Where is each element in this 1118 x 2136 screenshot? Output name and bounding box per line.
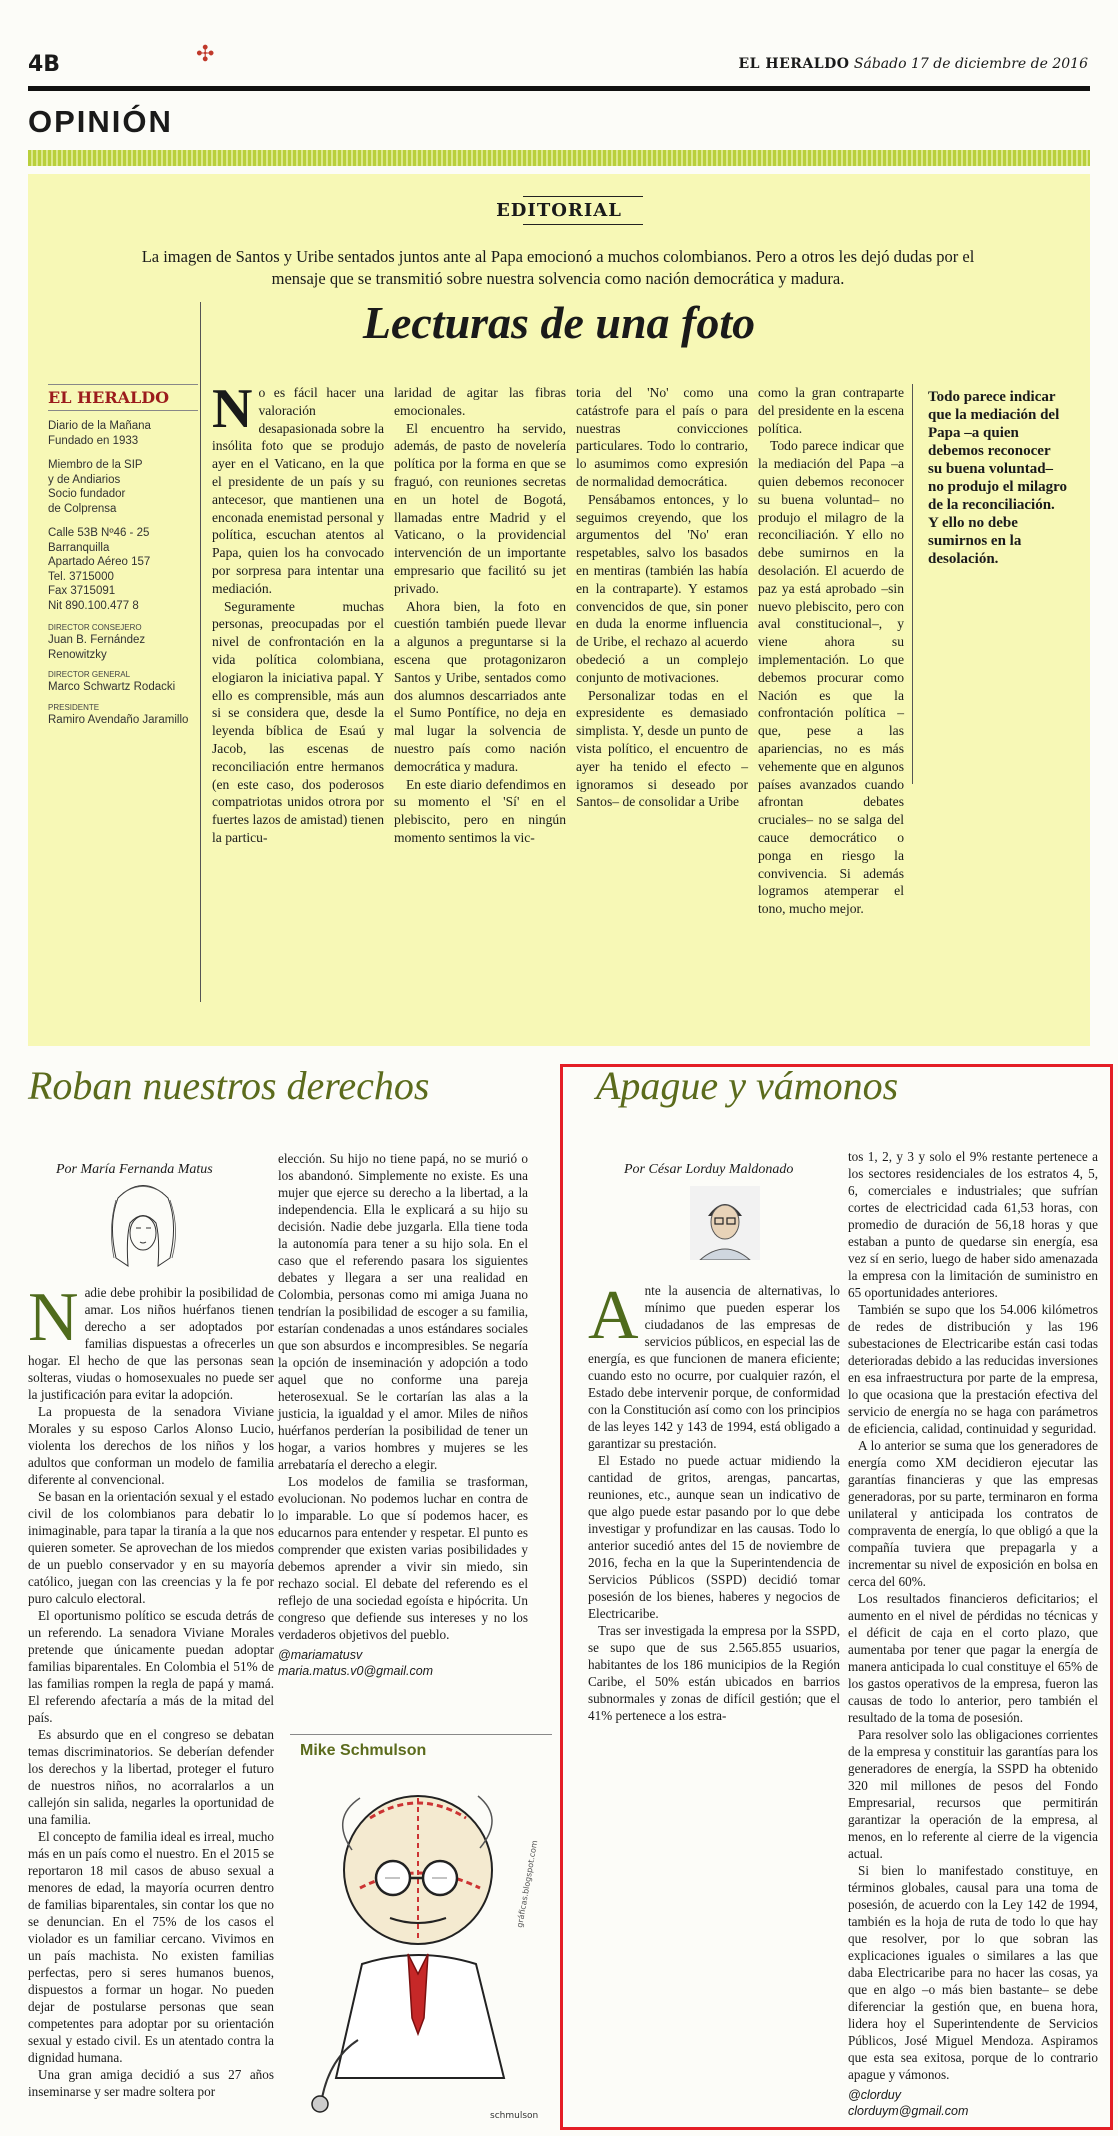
author-photo-icon [690, 1186, 760, 1260]
paragraph: laridad de agitar las fibras emocionales. [394, 385, 566, 418]
section-title: OPINIÓN [28, 104, 173, 139]
left-article-byline: Por María Fernanda Matus [56, 1162, 213, 1177]
column-divider [912, 384, 913, 784]
author-handle[interactable]: @mariamatusv [278, 1648, 363, 1662]
column-divider [200, 302, 201, 1002]
paragraph: Pensábamos entonces, y lo seguimos creyendo, que los argumentos del 'No' eran respetables, salvo los basados en mentiras (también las había en la contraparte). Y estamos convencidos de que, sin poner en duda la enorme influencia de Uribe, el rechazo al acuerdo obedeció a un complejo conjunto de motivaciones. [576, 491, 748, 685]
paragraph: La propuesta de la senadora Viviane Morales y su esposo Carlos Alonso Lucio, violenta los derechos de los niños y los adultos que conforman un modelo de familia diferente al convencional. [28, 1404, 274, 1487]
sidebar-memberships: Miembro de la SIP y de Andiarios Socio fundador de Colprensa [48, 459, 143, 515]
author-handle[interactable]: @clorduy [848, 2088, 901, 2102]
paragraph: Ahora bien, la foto en cuestión también puede llevar a algunos a preguntarse si la escena que protagonizaron Santos y Uribe, sentados como dos alumnos descarriados ante el Sumo Pontífice, no deja en mal lugar la solvencia de nuestro país como nación democrática y madura. [394, 598, 566, 774]
kicker-rule-top [523, 196, 643, 197]
editorial-column-1 [212, 378, 384, 847]
sidebar-address: Calle 53B Nº46 - 25 Barranquilla Apartado Aéreo 157 Tel. 3715000 Fax 3715091 Nit 890.100.477 8 [48, 527, 151, 612]
page-number: 4B [28, 52, 61, 77]
paragraph [28, 1279, 274, 1403]
editorial-deck: La imagen de Santos y Uribe sentados juntos ante al Papa emocionó a muchos colombianos. Pero a otros les dejó dudas por el mensaje que se transmitió sobre nuestra solvencia como nación democrática y madura. [141, 247, 975, 288]
paragraph: Una gran amiga decidió a sus 27 años inseminarse y ser madre soltera por [28, 2067, 274, 2099]
editorial-kicker: EDITORIAL [496, 200, 622, 221]
paragraph: También se supo que los 54.006 kilómetros de redes de distribución y las 196 subestaciones de Electricaribe están casi todas deterioradas debido a las reducidas inversiones en esa infraestructura por parte de la empresa, lo que ocasiona que la prestación efectiva del servicio de energía no se haga con parámetros de eficiencia, calidad, continuidad y seguridad. [848, 1302, 1098, 1436]
left-article-column-2 [278, 1150, 528, 1679]
paragraph: como la gran contraparte del presidente en la escena política. [758, 385, 904, 436]
editorial-cartoon [290, 1778, 552, 2132]
sidebar-newspaper-name: EL HERALDO [48, 384, 198, 411]
cartoon-signature: schmulson [490, 2111, 539, 2121]
right-article-column-2 [848, 1148, 1098, 2119]
staff-entry [48, 623, 198, 662]
cartoonist-name: Mike Schmulson [300, 1742, 427, 1759]
paragraph: Seguramente muchas personas, preocupadas por el nivel de confrontación en la vida política colombiana, elogiaron la iniciativa papal. Y ello es comprensible, más aun si se considera que, desde la leyenda bíblica de Esaú y Jacob, las escenas de reconciliación entre hermanos (en este caso, dos poderosos compatriotas unidos otrora por fuertes lazos de amistad) tienen la particu- [212, 598, 384, 845]
paragraph [212, 378, 384, 598]
paragraph-text: o es fácil hacer una valoración desapasionada sobre la insólita foto que se produjo ayer en el Vaticano, en la que el presidente de un país y su antecesor, que mantienen una enconada enemistad personal y política, escuchan atentos al Papa, quien los ha convocado por sorpresa para intentar una mediación. [212, 385, 384, 596]
author-email[interactable]: maria.matus.v0@gmail.com [278, 1664, 434, 1678]
paragraph: El concepto de familia ideal es irreal, mucho más en un país como el nuestro. En el 2015 se reportaron 18 mil casos de abuso sexual a menores de edad, la mayoría ocurren dentro de familias biparentales, sin contar los que no se denuncian. En el 75% de los casos el violador es un familiar cercano. Vivimos en un país machista. No existen familias perfectas, pero si seres humanos buenos, dispuestos a formar un hogar. No pueden dejar de postularse personas que sean competentes para adoptar por su orientación sexual y estado civil. Es un atentado contra la dignidad humana. [28, 1829, 274, 2065]
paragraph: El Estado no puede actuar midiendo la cantidad de gritos, arengas, pancartas, reuniones, etc., aunque sean un indicativo de que algo puede estar pasando por lo que debe investigar y profundizar en las causas. Todo lo anterior sucedió antes del 15 de noviembre de 2016, fecha en la que la Superintendencia de Servicios Públicos (SSPD) decidió tomar posesión de los bienes, haberes y negocios de Electricaribe. [588, 1453, 840, 1621]
paragraph: El oportunismo político se escuda detrás de un referendo. La senadora Viviane Morales pretende que únicamente puedan adoptar familias biparentales. En Colombia el 51% de las familias rompen la regla de papá y mamá. El referendo afectaría a más de la mitad del país. [28, 1608, 274, 1725]
drop-cap: N [28, 1279, 79, 1356]
paragraph-text: nte la ausencia de alternativas, lo mínimo que pueden esperar los ciudadanos de las empresas de servicios públicos, en especial las de energía, es que funcionen de manera eficiente; cuando esto no ocurre, por cualquier razón, el Estado debe intervenir porque, de conformidad con la Constitución así como con los principios de las leyes 142 y 143 de 1994, está obligado a garantizar su prestación. [588, 1283, 840, 1451]
paragraph-text: adie debe prohibir la posibilidad de amar. Los niños huérfanos tienen derecho a ser adoptados por familias dispuestas a ofrecerles un hogar. El hecho de que las personas sean solteras, viudas o homosexuales no puede ser la justificación para evitar la adopción. [28, 1285, 274, 1402]
staff-role: DIRECTOR CONSEJERO [48, 623, 142, 632]
staff-name: Ramiro Avendaño Jaramillo [48, 713, 189, 726]
staff-role: PRESIDENTE [48, 702, 100, 712]
author-email[interactable]: clorduym@gmail.com [848, 2104, 969, 2118]
sidebar-tagline: Diario de la Mañana Fundado en 1933 [48, 420, 151, 447]
right-article-column-1 [588, 1277, 840, 1724]
drop-cap: A [588, 1277, 639, 1354]
drop-cap: N [212, 378, 253, 440]
masthead-sidebar [48, 384, 198, 735]
editorial-column-2 [394, 384, 566, 847]
paragraph: tos 1, 2, y 3 y solo el 9% restante pertenece a los sectores residenciales de los estratos 4, 5, 6, comerciales e industriales; que sufrían cortes de electricidad cada 61,53 horas, con promedio de duración de 56,18 horas y que estaban a punto de quedarse sin energía, esa vez sí en serio, luego de haber sido amenazada la empresa con la limitación de suministro en 65 oportunidades anteriores. [848, 1149, 1098, 1300]
kicker-rule-bottom [523, 224, 643, 225]
paragraph: A lo anterior se suma que los generadores de energía como XM decidieron ejecutar las garantías financieras y que las empresas generadoras, por su parte, terminaron en forma unilateral y anticipada los contratos de compraventa de energía, lo que obligó a que la compañía tuviera que prepagarla y a incrementar su nivel de exposición en bolsa en cerca del 60%. [848, 1438, 1098, 1589]
paragraph: Los resultados financieros deficitarios; el aumento en el nivel de pérdidas no técnicas y el déficit de caja en el corto plazo, que aumentaba por tener que pagar la energía de manera anticipada lo cual constituye el 65% de los gastos operativos de la empresa, fueron las causas de todo lo anterior, pero también el resultado de la toma de posesión. [848, 1591, 1098, 1725]
staff-entry [48, 703, 198, 728]
editorial-block [28, 174, 1090, 1046]
paragraph: Personalizar todas en el expresidente es demasiado simplista. Y, desde un punto de vista político, el encuentro de ayer ha tenido el efecto –ignoramos si deseado por Santos– de consolidar a Uribe [576, 687, 748, 810]
issue-date: Sábado 17 de diciembre de 2016 [853, 56, 1088, 72]
right-article-byline: Por César Lorduy Maldonado [624, 1162, 794, 1177]
paragraph: Los modelos de familia se trasforman, evolucionan. No podemos luchar en contra de lo imparable. Lo que sí podemos hacer, es educarnos para entender y respetar. El punto es comprender que existen varias posibilidades y debemos aprender a vivir sin miedo, sin rechazo social. El debate del referendo es el reflejo de una sociedad egoísta e hipócrita. Un congreso que defiende sus intereses y no los verdaderos objetivos del pueblo. [278, 1474, 528, 1642]
paragraph [588, 1277, 840, 1452]
paragraph: elección. Su hijo no tiene papá, no se murió o los abandonó. Simplemente no existe. Es una mujer que ejerce su derecho a la libertad, a la independencia. Ella le explicará a su hijo su decisión. Nadie debe juzgarla. Ella tiene toda la autonomía para tener a su hijo sola. En el caso que el referendo pasara los siguientes debates y llegara a ser una realidad en Colombia, personas como mi amiga Juana no tendrían la posibilidad de escoger a su familia, estarían condenadas a unos estándares sociales que son absurdos e incompresibles. Se negaría la opción de inseminación y adopción a todo aquel que no conforme una pareja heterosexual. Se le cortarían las alas a la justicia, la igualdad y el amor. Miles de niños huérfanos perderían la posibilidad de tener un hogar, a varios hombres y mujeres se les arrebataría el derecho a elegir. [278, 1151, 528, 1472]
editorial-column-4 [758, 384, 904, 918]
left-article-title: Roban nuestros derechos [28, 1063, 430, 1108]
pull-quote: Todo parece indicar que la mediación del Papa –a quien debemos reconocer su buena voluntad– no produjo el milagro de la reconciliación. Y ello no debe sumirnos en la desolación. [928, 389, 1068, 567]
staff-entry [48, 670, 198, 695]
staff-name: Juan B. Fernández Renowitzky [48, 634, 146, 661]
paragraph: Para resolver solo las obligaciones corrientes de la empresa y constituir las garantías para los generadores de energía, la SSPD ha obtenido 320 mil millones de pesos del Fondo Empresarial, recursos que permitirán garantizar la operación de la empresa, al menos, en lo referente al cierre de la vigencia actual. [848, 1727, 1098, 1861]
masthead [738, 56, 1088, 72]
right-article-title: Apague y vámonos [596, 1063, 899, 1108]
editorial-headline: Lecturas de una foto [362, 297, 756, 348]
cartoon-watermark: gráficas.blogspot.com [515, 1839, 540, 1929]
left-article-column-1 [28, 1279, 274, 2100]
paragraph: El encuentro ha servido, además, de pasto de novelería política por la forma en que se fraguó, con reuniones secretas en un hotel de Bogotá, llamadas entre Madrid y el Vaticano, o la providencial intervención de un importante empresario que facilitó su jet privado. [394, 420, 566, 596]
staff-role: DIRECTOR GENERAL [48, 670, 131, 679]
section-stripe [28, 150, 1090, 166]
author-sketch-icon [98, 1178, 188, 1270]
paragraph: Todo parece indicar que la mediación del Papa –a quien debemos reconocer su buena voluntad– no produjo el milagro de la reconciliación. Y ello no debe sumirnos en la desolación. El acuerdo de paz ya está aprobado –sin nuevo plebiscito, pero con aval constitucional–, y viene ahora su implementación. Lo que debemos procurar como Nación es que la confrontación política –que, pese a las apariencias, no es más vehemente que en algunos países avanzados cuando afrontan debates cruciales– no se salga del cauce democrático o ponga en riesgo la convivencia. Si además logramos atemperar el tono, mucho mejor. [758, 438, 904, 917]
top-rule [28, 86, 1090, 91]
editorial-column-3 [576, 384, 748, 811]
paragraph: toria del 'No' como una catástrofe para el país o para nuestras convicciones particulares. Todo lo contrario, lo asumimos como expresión de normalidad democrática. [576, 385, 748, 489]
paragraph: Si bien lo manifestado constituye, en términos globales, causal para una toma de posesión, de acuerdo con la Ley 142 de 1994, también es la hoja de ruta de todo lo que hay que resolver, por lo que sobran las explicaciones iguales o similares a las que daba Electricaribe para no hacer las cosas, ya que en algo –o más bien bastante– se debe diferenciar la gestión que, en buena hora, lidera hoy el Superintendente de Servicios Públicos, José Miguel Mendoza. Aspiramos que esta sea exitosa, porque de lo contrario apague y vámonos. [848, 1863, 1098, 2082]
paragraph: Se basan en la orientación sexual y el estado civil de los colombianos para debatir lo inimaginable, para tapar la tiranía a la que nos quieren someter. Se aprovechan de los miedos de un pueblo conservador y en su mayoría católico, juegan con las creencias y la fe por puro calculo electoral. [28, 1489, 274, 1606]
staff-name: Marco Schwartz Rodacki [48, 681, 176, 693]
paragraph: Tras ser investigada la empresa por la SSPD, se supo que de sus 2.565.855 usuarios, habitantes de los 186 municipios de la Región Caribe, el 50% están ubicados en barrios subnormales y zonas de difícil gestión; que el 41% pertenece a los estra- [588, 1623, 840, 1723]
paragraph: En este diario defendimos en su momento el 'Sí' en el plebiscito, pero en ningún momento sentimos la vic- [394, 776, 566, 845]
newspaper-name: EL HERALDO [738, 56, 850, 72]
paragraph: Es absurdo que en el congreso se debatan temas discriminatorios. Se deberían defender los derechos y la libertad, proteger el futuro de nuestros niños, no acorralarlos a un callejón sin salida, negarles la oportunidad de una familia. [28, 1727, 274, 1827]
heraldo-logo-icon: ✣ [196, 42, 215, 67]
cartoon-rule [290, 1734, 552, 1735]
